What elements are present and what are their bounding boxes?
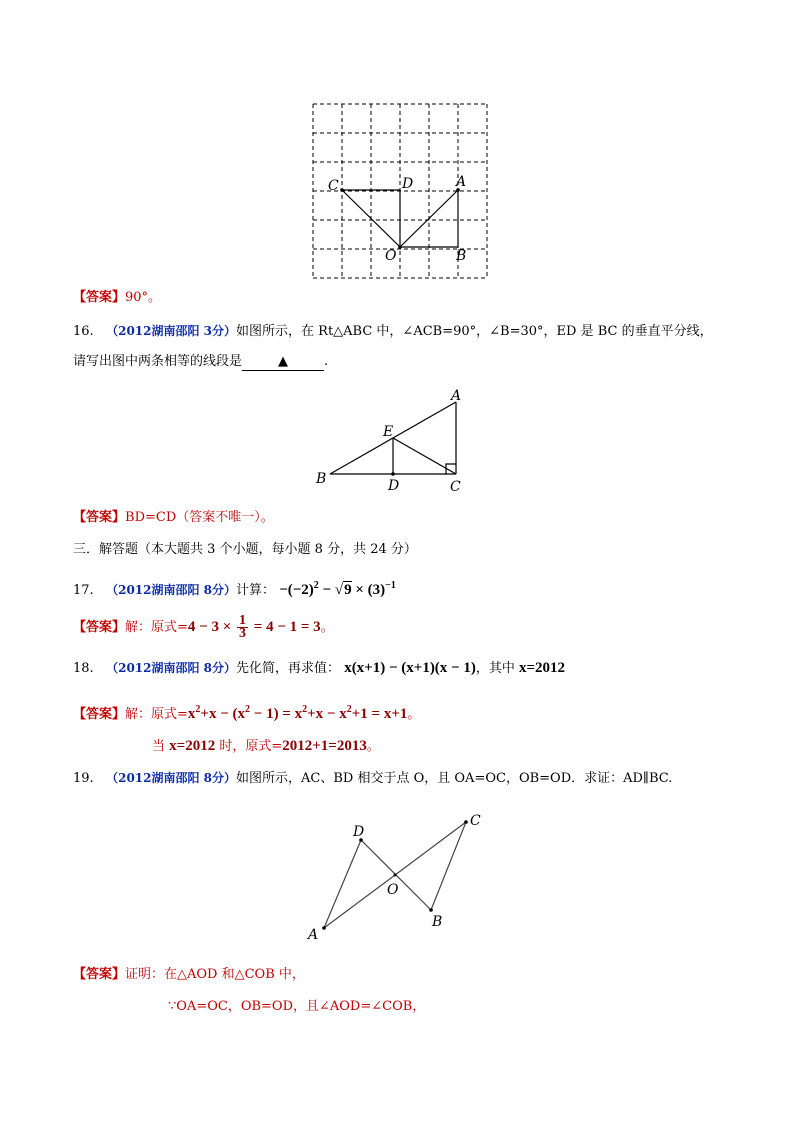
label-c: C	[450, 479, 461, 495]
q17-expression: $-(-2)^2 - √9 \times (3)^{-1}$	[279, 580, 396, 598]
label-d: D	[402, 176, 414, 192]
q18-source: （2012湖南邵阳 8分）	[106, 661, 237, 675]
answer-tag: 【答案】	[73, 510, 126, 525]
q18-answer-lead: 解：原式=	[125, 707, 188, 722]
point-c	[464, 820, 468, 824]
q18-answer-math: $x^2+x - (x^2 - 1) = x^2+x - x^2+1 = x+1$	[187, 704, 408, 722]
q17-source: （2012湖南邵阳 8分）	[106, 583, 237, 597]
label-a: A	[456, 174, 467, 190]
q16-text: 如图所示，在 Rt△ABC 中，∠ACB=90°，∠B=30°，ED 是 BC 的垂直平分线，	[236, 324, 713, 339]
point-a	[322, 926, 326, 930]
answer-tag: 【答案】	[73, 619, 126, 635]
label-d: D	[353, 824, 365, 840]
q17-prompt: 计算：	[236, 583, 276, 598]
q16-end: .	[324, 354, 329, 369]
q18-answer: 【答案】解：原式$=x^2+x - (x^2 - 1) = x^2+x - x^2+1 = x+1$。	[73, 704, 421, 722]
q18-condition: x=2012	[519, 660, 566, 676]
label-o: O	[387, 882, 399, 898]
q19-answer-line2: ∵OA=OC，OB=OD，且∠AOD=∠COB，	[168, 999, 426, 1014]
label-a: A	[308, 927, 319, 943]
blank-mark: ▲	[278, 354, 289, 369]
q16-answer-text: BD=CD（答案不唯一）。	[125, 510, 274, 525]
q17-number: 17.	[73, 583, 94, 598]
q19-answer-text: 证明：在△AOD 和△COB 中，	[125, 967, 305, 982]
q15-answer-text: 90°。	[125, 290, 162, 305]
q18-prompt: 先化简，再求值：	[236, 661, 341, 676]
q16-source: （2012湖南邵阳 3分）	[106, 324, 237, 338]
q16-number: 16.	[73, 324, 94, 339]
label-c: C	[470, 813, 481, 829]
q16-text2: 请写出图中两条相等的线段是	[73, 354, 243, 369]
q17-answer: 【答案】解：原式=4 − 3 × $\frac{1}{3}$ = 4 − 1 = 3。	[73, 613, 334, 641]
q19-number: 19.	[73, 771, 94, 786]
q19-answer	[73, 967, 305, 983]
q18-number: 18.	[73, 661, 94, 676]
label-b: B	[456, 248, 467, 264]
q17-answer-math: 4 − 3 × $\frac{1}{3}$ = 4 − 1 = 3	[187, 613, 321, 641]
answer-tag: 【答案】	[73, 290, 126, 305]
q17-answer-lead: 解：原式=	[125, 619, 188, 635]
q19-source: （2012湖南邵阳 8分）	[106, 771, 237, 785]
answer-tag: 【答案】	[73, 707, 126, 722]
q18-expression: x(x+1) − (x+1)(x − 1)	[344, 660, 476, 676]
point-b	[429, 908, 433, 912]
q18-line: 18. （2012湖南邵阳 8分）先化简，再求值： x(x+1) − (x+1)(x − 1)，其中 x=2012	[73, 660, 566, 676]
point-o	[394, 874, 397, 877]
label-b: B	[316, 471, 327, 487]
label-a: A	[451, 388, 462, 404]
answer-tag: 【答案】	[73, 967, 126, 982]
label-e: E	[383, 424, 394, 440]
label-d: D	[388, 478, 400, 494]
label-c: C	[328, 178, 339, 194]
q18-answer-line2: 当 x=2012 时，原式=2012+1=2013。	[152, 738, 380, 754]
section-3-title: 三．解答题（本大题共 3 个小题，每小题 8 分，共 24 分）	[73, 542, 417, 557]
label-b: B	[432, 914, 443, 930]
label-o: O	[385, 248, 397, 264]
q19-text: 如图所示，AC、BD 相交于点 O，且 OA=OC，OB=OD．求证：AD∥BC.	[236, 771, 673, 786]
